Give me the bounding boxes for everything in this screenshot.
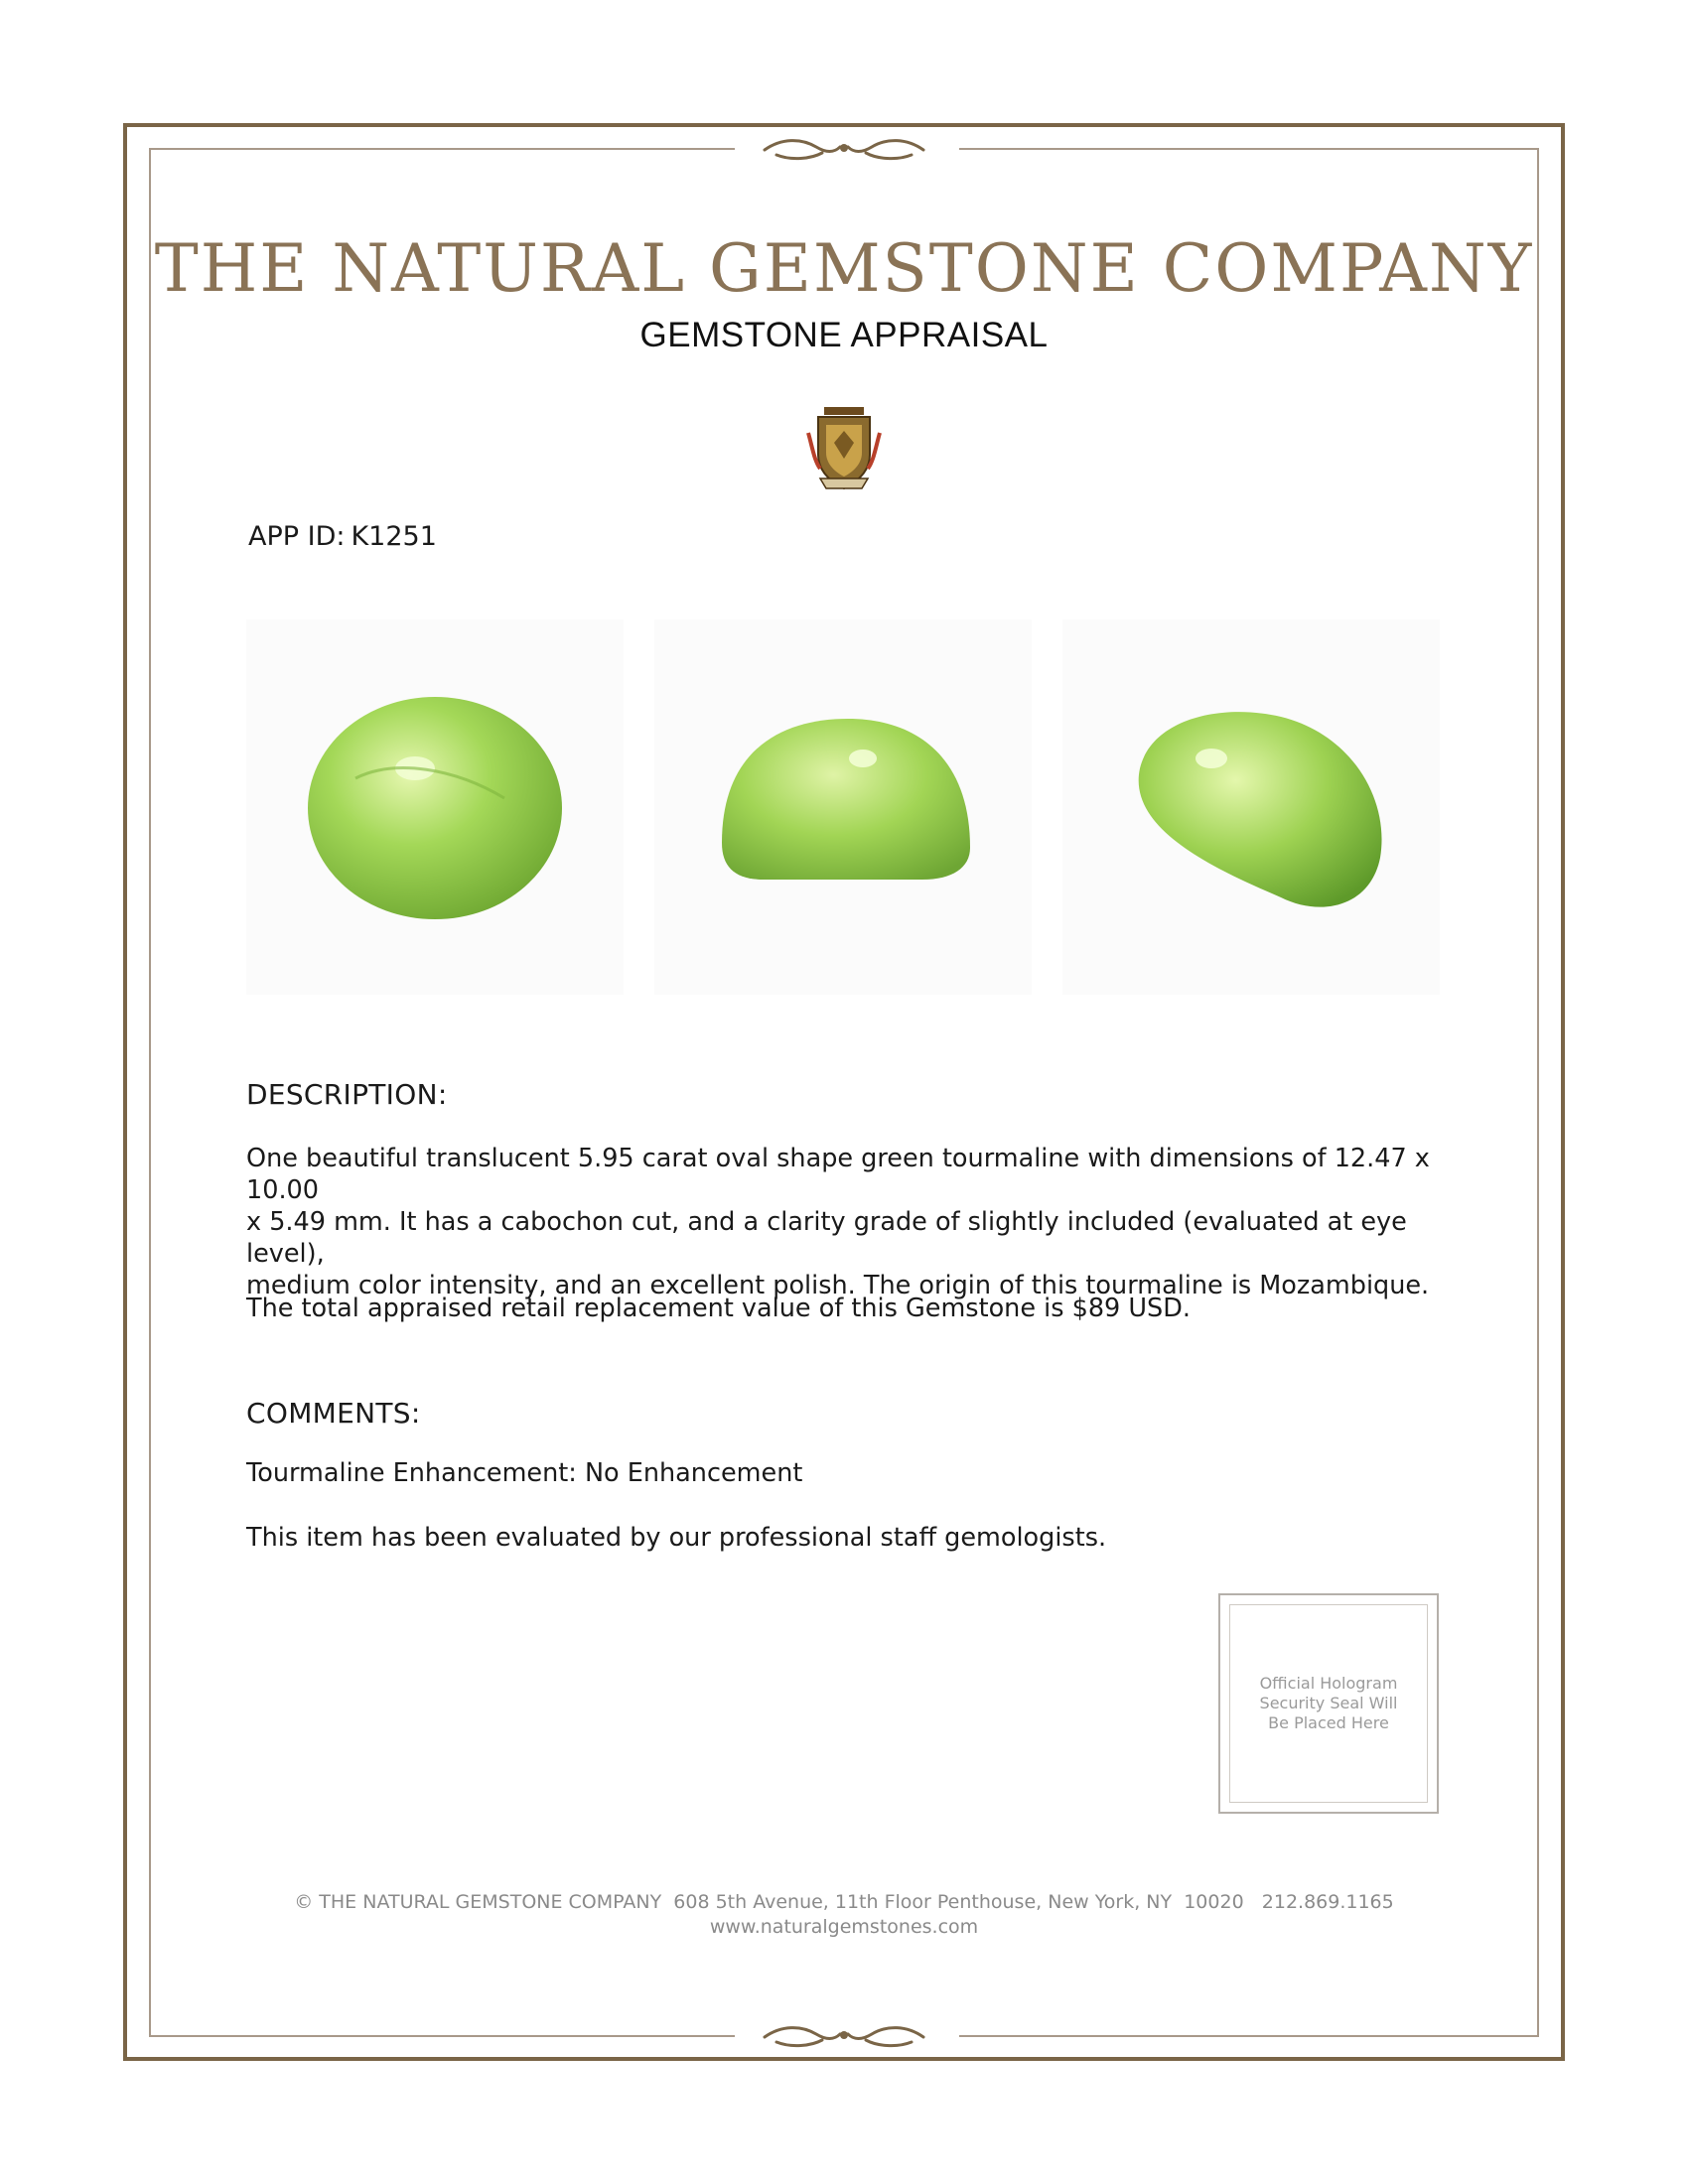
evaluation-text: This item has been evaluated by our professional staff gemologists. (246, 1523, 1107, 1553)
inner-border-left (149, 148, 151, 2037)
description-text (246, 1143, 1448, 1301)
app-id-label: APP ID: (248, 521, 346, 552)
gem-image-3 (1062, 619, 1440, 995)
seal-text (1249, 1674, 1408, 1733)
gemstone-angle-view-icon (1062, 619, 1440, 995)
inner-border-top-right (959, 148, 1539, 150)
app-id-value: K1251 (351, 521, 437, 552)
hologram-seal-placeholder (1218, 1593, 1439, 1814)
description-line-3: medium color intensity, and an excellent polish. The origin of this tourmaline is Mozambique. (246, 1271, 1430, 1300)
bottom-ornament-icon (757, 2022, 931, 2052)
gem-image-2 (654, 619, 1032, 995)
description-line-2: x 5.49 mm. It has a cabochon cut, and a clarity grade of slightly included (evaluated at eye level), (246, 1207, 1407, 1269)
top-ornament-icon (757, 135, 931, 165)
gem-image-1 (246, 619, 624, 995)
seal-line-2: Security Seal Will (1259, 1694, 1398, 1712)
company-name: THE NATURAL GEMSTONE COMPANY (154, 230, 1534, 307)
app-id (248, 521, 437, 552)
gemstone-top-view-icon (246, 619, 624, 995)
hologram-seal-inner (1229, 1604, 1428, 1803)
inner-border-right (1537, 148, 1539, 2037)
gemstone-side-view-icon (654, 619, 1032, 995)
document-title: GEMSTONE APPRAISAL (639, 316, 1049, 354)
footer-address: © THE NATURAL GEMSTONE COMPANY 608 5th Avenue, 11th Floor Penthouse, New York, NY 10020 212.869.1165 (294, 1891, 1394, 1913)
appraised-value-text: The total appraised retail replacement value of this Gemstone is $89 USD. (246, 1294, 1191, 1323)
inner-border-bottom-left (149, 2035, 735, 2037)
seal-line-1: Official Hologram (1259, 1674, 1398, 1693)
seal-line-3: Be Placed Here (1268, 1713, 1389, 1732)
inner-border-bottom-right (959, 2035, 1539, 2037)
description-line-1: One beautiful translucent 5.95 carat oval shape green tourmaline with dimensions of 12.47 x 10.00 (246, 1144, 1430, 1205)
inner-border-top-left (149, 148, 735, 150)
company-crest-icon (804, 403, 884, 494)
footer-website-link[interactable]: www.naturalgemstones.com (709, 1916, 979, 1938)
enhancement-text: Tourmaline Enhancement: No Enhancement (246, 1458, 803, 1488)
description-heading: DESCRIPTION: (246, 1078, 448, 1111)
comments-heading: COMMENTS: (246, 1397, 421, 1430)
